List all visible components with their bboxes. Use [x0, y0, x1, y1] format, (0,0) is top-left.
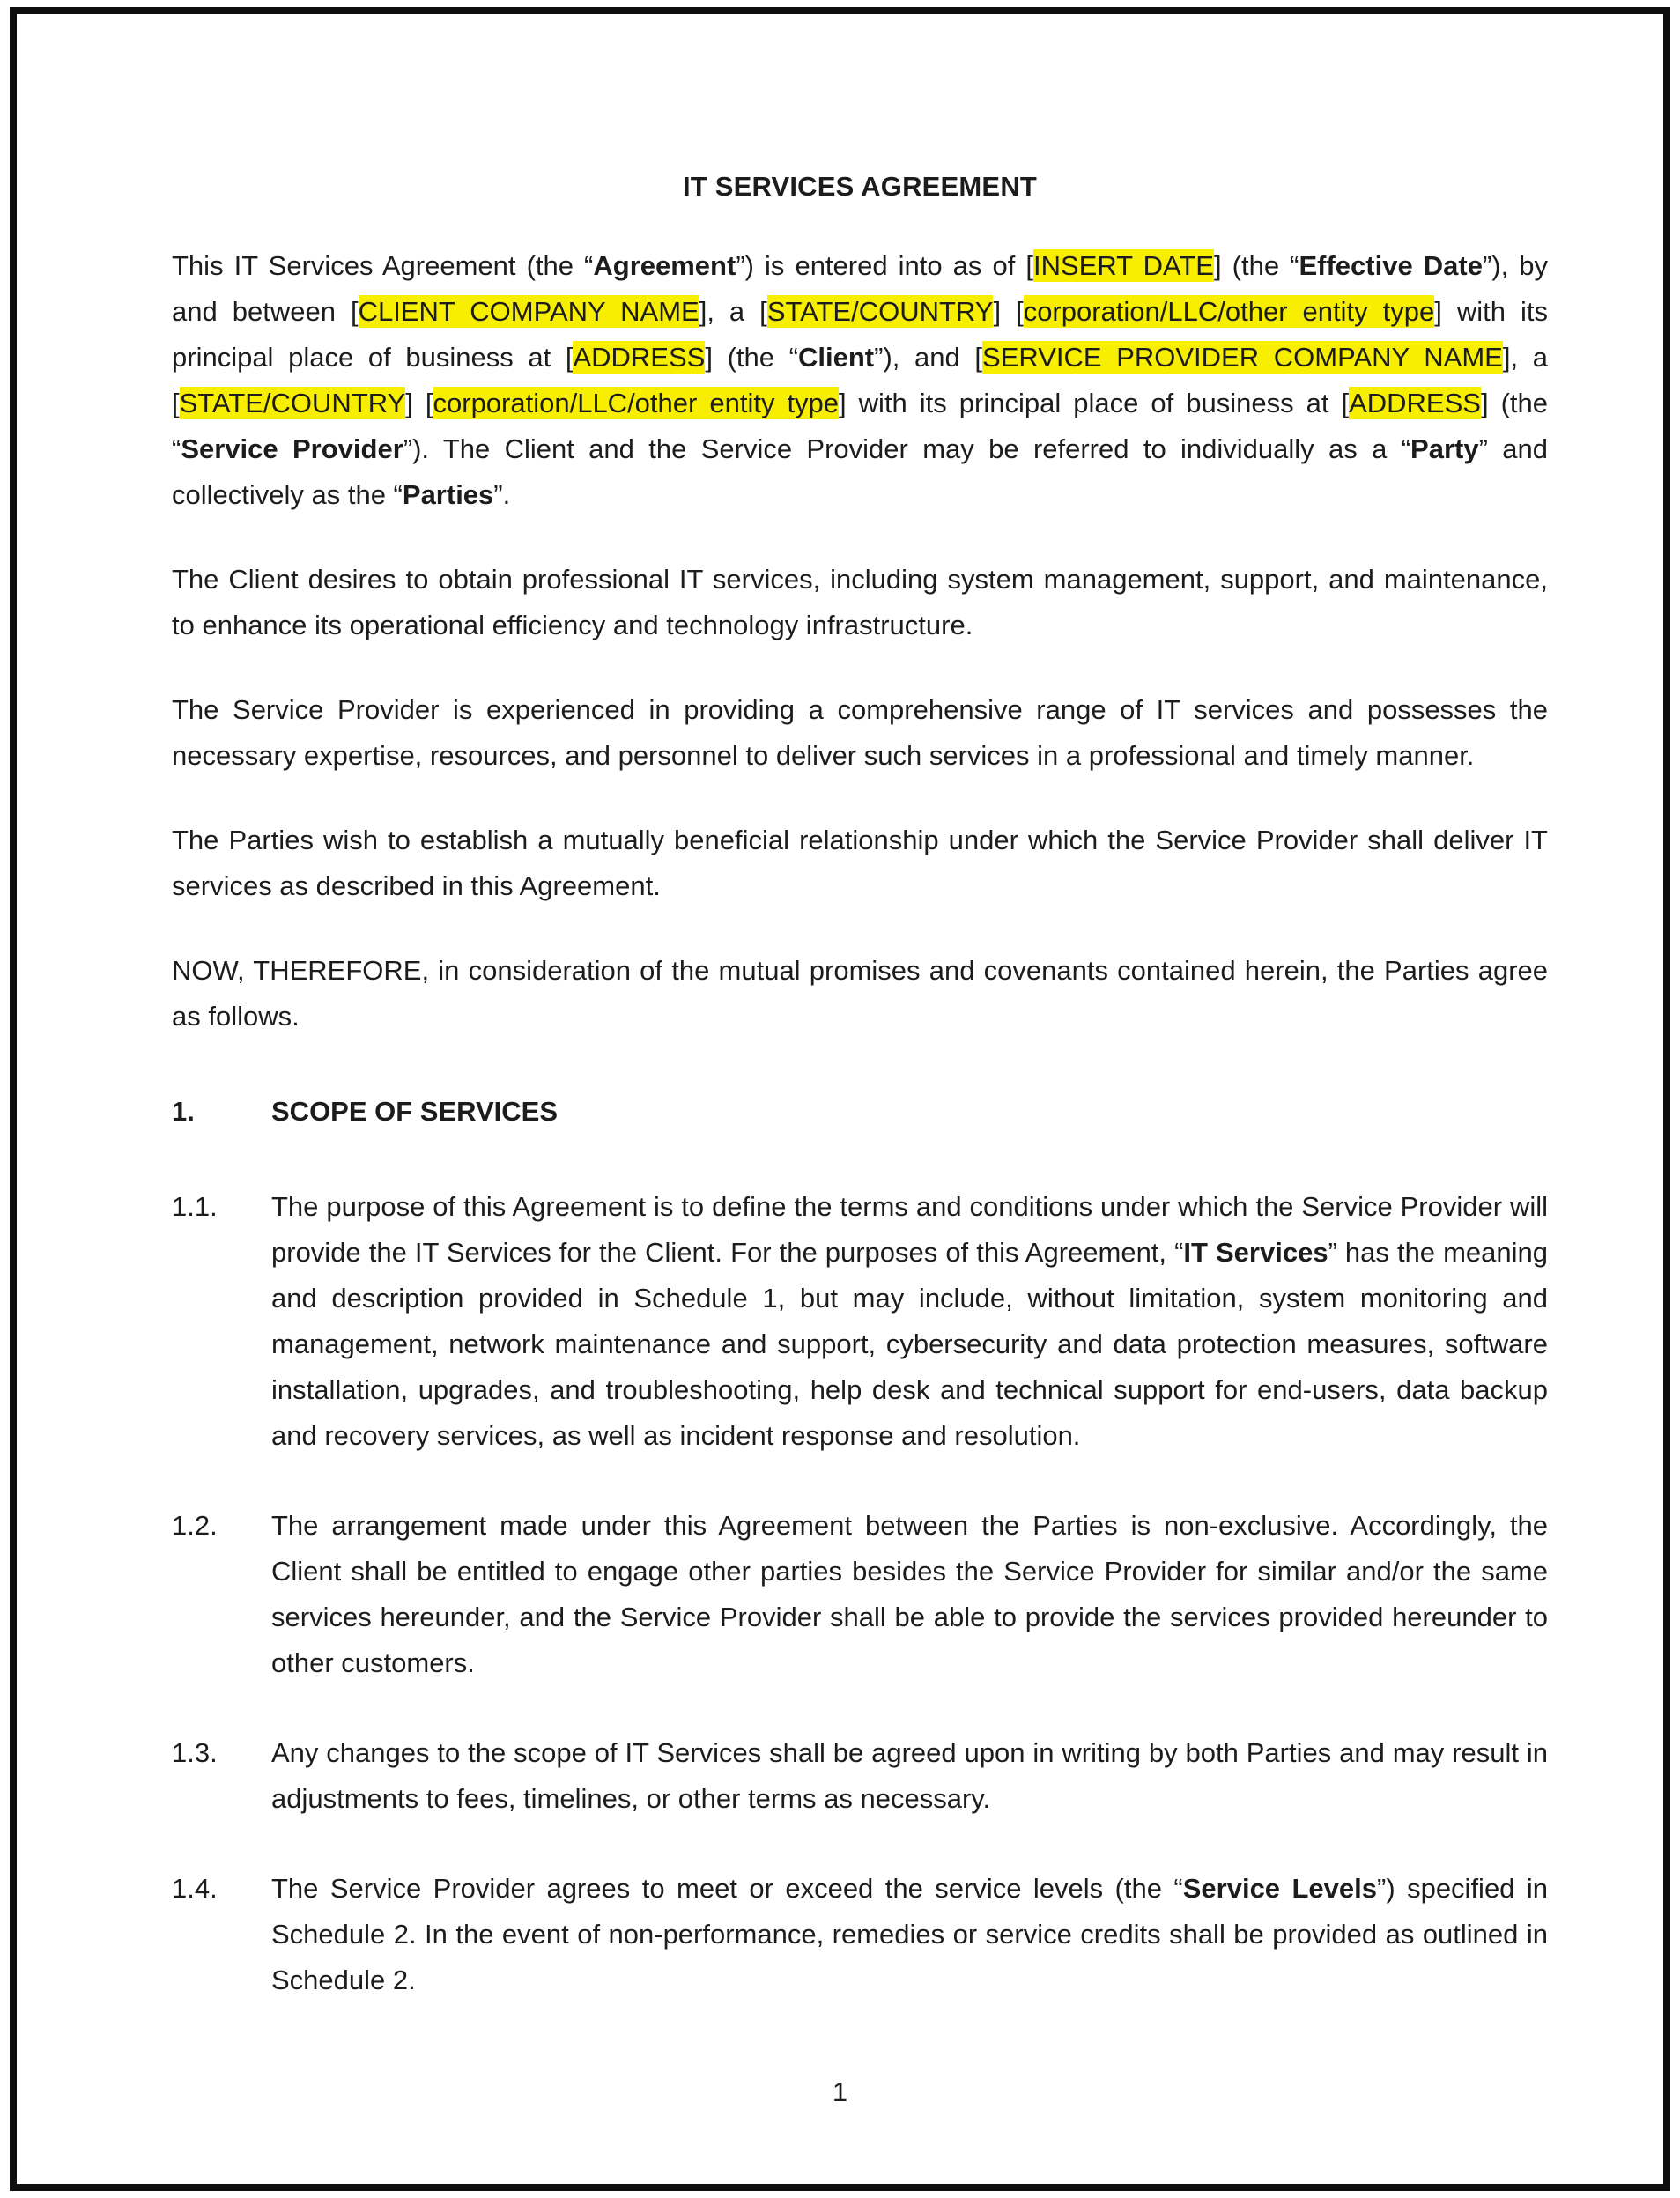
intro-paragraph — [172, 687, 1548, 779]
text-run: ”. — [493, 479, 511, 510]
defined-term: Parties — [402, 479, 494, 510]
defined-term: Effective Date — [1299, 250, 1483, 281]
defined-term: IT Services — [1183, 1237, 1328, 1268]
text-run: The Parties wish to establish a mutually beneficial relationship under which the Service Provider shall deliver IT services as described in this Agreement. — [172, 825, 1548, 901]
page-number: 1 — [832, 2076, 848, 2107]
clause-text — [271, 1184, 1548, 1459]
placeholder-highlight: INSERT DATE — [1033, 250, 1214, 281]
placeholder-highlight: ADDRESS — [573, 342, 706, 373]
document-title: IT SERVICES AGREEMENT — [682, 171, 1038, 202]
intro-paragraph — [172, 557, 1548, 648]
text-run: ”), by and between [ — [172, 250, 1548, 327]
clause — [172, 1503, 1548, 1686]
text-run: ”), and [ — [874, 342, 983, 373]
text-run: ” and collectively as the “ — [172, 433, 1548, 510]
clause-number: 1.3. — [172, 1737, 218, 1768]
placeholder-highlight: CLIENT COMPANY NAME — [358, 296, 699, 327]
defined-term: Client — [798, 342, 875, 373]
text-run: ] (the “ — [172, 388, 1548, 464]
intro-paragraph — [172, 818, 1548, 909]
text-run: ” has the meaning and description provided in Schedule 1, but may include, without limitation, system monitoring and management, network maintenance and support, cybersecurity and data protection measures, software installation, upgrades, and troubleshooting, help desk and technical support for end-users, data backup and recovery services, as well as incident response and resolution. — [271, 1237, 1549, 1451]
clause — [172, 1866, 1548, 2003]
clause-number: 1.4. — [172, 1873, 218, 1904]
text-run: ”) specified in Schedule 2. In the event of non-performance, remedies or service credits shall be provided as outlined in Schedule 2. — [271, 1873, 1548, 1995]
document-body — [172, 243, 1548, 2003]
text-run: ] with its principal place of business at [ — [839, 388, 1350, 418]
defined-term: Agreement — [593, 250, 736, 281]
placeholder-highlight: STATE/COUNTRY — [179, 388, 406, 418]
document-content — [172, 164, 1548, 2047]
text-run: The Service Provider agrees to meet or exceed the service levels (the “ — [271, 1873, 1183, 1904]
text-run: The arrangement made under this Agreement between the Parties is non-exclusive. Accordingly, the Client shall be entitled to engage other parties besides the Service Provider for similar and/or the same services hereunder, and the Service Provider shall be able to provide the services provided hereunder to other customers. — [271, 1510, 1548, 1678]
text-run: The purpose of this Agreement is to define the terms and conditions under which the Service Provider will provide the IT Services for the Client. For the purposes of this Agreement, “ — [271, 1191, 1548, 1268]
text-run: ”). The Client and the Service Provider may be referred to individually as a “ — [403, 433, 1411, 464]
text-run: ], a [ — [172, 342, 1548, 418]
intro-paragraph — [172, 243, 1548, 518]
placeholder-highlight: SERVICE PROVIDER COMPANY NAME — [982, 342, 1503, 373]
defined-term: Party — [1410, 433, 1479, 464]
text-run: This IT Services Agreement (the “ — [172, 250, 594, 281]
text-run: The Client desires to obtain professional IT services, including system management, support, and maintenance, to enhance its operational efficiency and technology infrastructure. — [172, 564, 1548, 640]
clause-number: 1.2. — [172, 1510, 218, 1541]
text-run: ”) is entered into as of [ — [736, 250, 1033, 281]
text-run: ], a [ — [699, 296, 767, 327]
text-run: NOW, THEREFORE, in consideration of the mutual promises and covenants contained herein, the Parties agree as follows. — [172, 955, 1548, 1032]
clause — [172, 1730, 1548, 1822]
placeholder-highlight: ADDRESS — [1349, 388, 1481, 418]
text-run: ] [ — [405, 388, 433, 418]
intro-paragraph — [172, 948, 1548, 1040]
clause-number: 1.1. — [172, 1191, 218, 1222]
placeholder-highlight: corporation/LLC/other entity type — [1023, 296, 1435, 327]
section-title: SCOPE OF SERVICES — [271, 1096, 559, 1127]
text-run: Any changes to the scope of IT Services shall be agreed upon in writing by both Parties and may result in adjustments to fees, timelines, or other terms as necessary. — [271, 1737, 1548, 1814]
section-heading — [172, 1089, 1548, 1135]
text-run: The Service Provider is experienced in providing a comprehensive range of IT services and possesses the necessary expertise, resources, and personnel to deliver such services in a professional and timely manner. — [172, 694, 1548, 771]
text-run: ] (the “ — [1214, 250, 1299, 281]
text-run: ] [ — [993, 296, 1024, 327]
defined-term: Service Levels — [1182, 1873, 1377, 1904]
clause-text — [271, 1730, 1548, 1822]
section-number: 1. — [172, 1096, 195, 1127]
placeholder-highlight: STATE/COUNTRY — [766, 296, 994, 327]
text-run: ] (the “ — [705, 342, 798, 373]
clause-text — [271, 1503, 1548, 1686]
text-run: ] with its principal place of business at [ — [172, 296, 1549, 373]
clause-text — [271, 1866, 1548, 2003]
placeholder-highlight: corporation/LLC/other entity type — [433, 388, 840, 418]
defined-term: Service Provider — [181, 433, 403, 464]
clause — [172, 1184, 1548, 1459]
